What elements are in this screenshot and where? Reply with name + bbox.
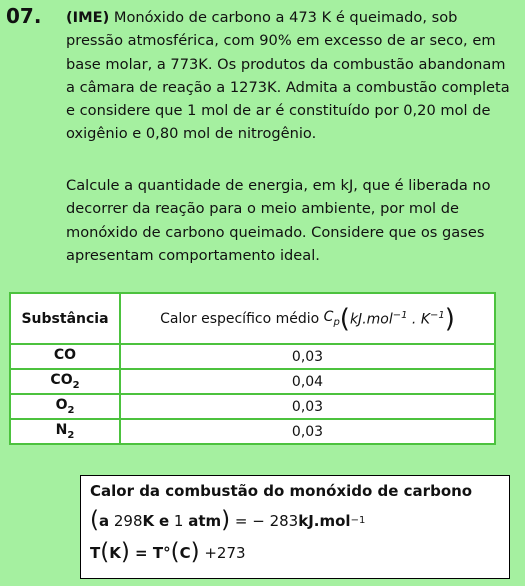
value-cell: 0,03 xyxy=(120,419,495,444)
substance-cell: $CO_2$ xyxy=(10,369,120,394)
substance-cell: $O_2$ xyxy=(10,394,120,419)
substance-cell: CO xyxy=(10,344,120,369)
question-statement xyxy=(66,6,518,146)
table-row xyxy=(10,369,495,394)
table-row xyxy=(10,419,495,444)
header-unit: kJ.mol$^{-1}$ . $K^{-1}$ xyxy=(349,309,445,328)
value-cell: 0,03 xyxy=(120,394,495,419)
substance-cell: $N_2$ xyxy=(10,419,120,444)
header-cp-symbol: $C_p$ xyxy=(323,309,340,328)
combustion-condition: ( a 298 K e 1 atm ) = − 283 kJ.mol −1 xyxy=(90,507,366,533)
table-row xyxy=(10,394,495,419)
temperature-conversion: T ( K ) = T° ( C ) +273 xyxy=(90,539,246,565)
statement-text: Monóxido de carbono a 473 K é queimado, sob pressão atmosférica, com 90% em excesso de ar seco, em base molar, a 773K. Os produtos da combustão abandonam a câmara de reação a 1273K. Admita a combustão completa e considere que 1 mol de ar é constituído por 0,20 mol de oxigênio e 0,80 mol de nitrogênio. xyxy=(66,9,510,143)
table-header-row xyxy=(10,293,495,344)
specific-heat-table xyxy=(9,292,496,445)
combustion-heat-box xyxy=(80,475,510,579)
box-title: Calor da combustão do monóxido de carbono xyxy=(90,482,473,500)
value-cell: 0,04 xyxy=(120,369,495,394)
header-specific-heat: Calor específico médio $C_p$ ( kJ.mol$^{-1}$ . $K^{-1}$ ) xyxy=(120,293,495,344)
value-cell: 0,03 xyxy=(120,344,495,369)
question-source: (IME) xyxy=(66,9,110,26)
header-substance: Substância xyxy=(10,293,120,344)
table-row xyxy=(10,344,495,369)
header-heat-label: Calor específico médio xyxy=(160,310,320,327)
question-number: 07. xyxy=(6,4,42,28)
question-task: Calcule a quantidade de energia, em kJ, que é liberada no decorrer da reação para o meio ambiente, por mol de monóxido de carbono queimado. Considere que os gases apresentam comportamento ideal. xyxy=(66,177,491,264)
